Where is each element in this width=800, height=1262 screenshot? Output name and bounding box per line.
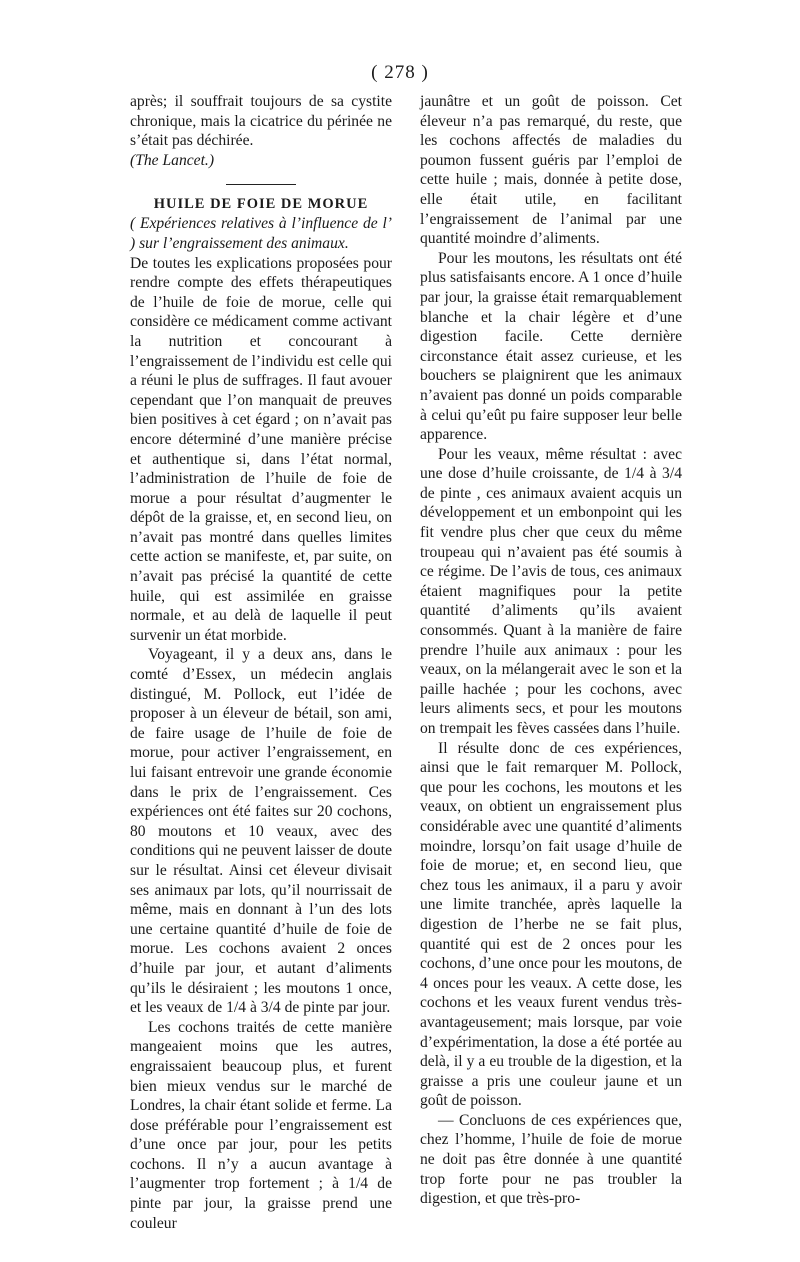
paragraph: Il résulte donc de ces expériences, ainsi que le fait remarquer M. Pollock, que pour les cochons, les moutons et les veaux, on obtient un engraissement plus considérable avec une quantité d’aliments moindre, lorsqu’on fait usage d’huile de foie de morue; et, en second lieu, que chez tous les animaux, il a paru y avoir une limite tranchée, après laquelle la digestion de l’herbe ne se fait plus, quantité qui est de 2 onces pour les cochons, d’une once pour les moutons, de 4 onces pour les veaux. A cette dose, les cochons et les veaux furent vendus très-avantageusement; mais lorsque, par voie d’expérimentation, la dose a été portée au delà, il y a eu trouble de la digestion, et la graisse a pris une couleur jaune et un goût de poisson. xyxy=(420,739,682,1110)
paragraph: Pour les moutons, les résultats ont été plus satisfaisants encore. A 1 once d’huile par jour, la graisse était remarquablement blanche et la chair légère et d’une digestion facile. Cette dernière circonstance était assez curieuse, et les bouchers se plaignirent que les animaux n’avaient pas donné un poids comparable à celui qu’eût pu faire supposer leur belle apparence. xyxy=(420,249,682,444)
article-title: HUILE DE FOIE DE MORUE xyxy=(153,196,369,213)
article-subtitle: ( Expériences relatives à l’influence de l’ ) sur l’engraissement des animaux. xyxy=(130,215,392,252)
intro-text: après; il souffrait toujours de sa cystite chronique, mais la cicatrice du périnée ne s’était pas déchirée. xyxy=(130,93,392,150)
page-number: ( 278 ) xyxy=(371,62,429,83)
paragraph: Pour les veaux, même résultat : avec une dose d’huile croissante, de 1/4 à 3/4 de pinte , ces animaux avaient acquis un développement et un embonpoint qui les fit vendre plus cher que ceux du même troupeau qui n’avaient pas été soumis à ce régime. De l’avis de tous, ces animaux étaient magnifiques pour la petite quantité d’aliments qu’ils avaient consommés. Quant à la manière de faire prendre l’huile aux animaux : pour les veaux, on la mélangerait avec le son et la paille hachée ; pour les cochons, avec leurs aliments secs, et pour les moutons on trempait les fèves cassées dans l’huile. xyxy=(420,445,682,737)
right-column xyxy=(420,92,682,1209)
paragraph: Voyageant, il y a deux ans, dans le comté d’Essex, un médecin anglais distingué, M. Pollock, eut l’idée de proposer à un éleveur de bétail, son ami, de faire usage de l’huile de foie de morue, pour activer l’engraissement, en lui faisant entrevoir une grande économie dans le prix de l’engraissement. Ces expériences ont été faites sur 20 cochons, 80 moutons et 10 veaux, avec des conditions qui ne peuvent laisser de doute sur le résultat. Ainsi cet éleveur divisait ses animaux par lots, qu’il nourrissait de même, mais en donnant à l’un des lots une certaine quantité d’huile de foie de morue. Les cochons avaient 2 onces d’huile par jour, et autant d’aliments qu’ils le désiraient ; les moutons 1 once, et les veaux de 1/4 à 3/4 de pinte par jour. xyxy=(130,646,392,1017)
paragraph: Les cochons traités de cette manière mangeaient moins que les autres, engraissaient beaucoup plus, et furent bien mieux vendus sur le marché de Londres, la chair étant solide et ferme. La dose préférable pour l’engraissement est d’une once par jour, pour les petits cochons. Il n’y a aucun avantage à l’augmenter trop fortement ; à 1/4 de pinte par jour, la graisse prend une couleur xyxy=(130,1018,392,1232)
paragraph: jaunâtre et un goût de poisson. Cet éleveur n’a pas remarqué, du reste, que les cochons affectés de maladies du poumon fussent guéris par l’emploi de cette huile ; mais, donnée à petite dose, elle était utile, en facilitant l’engraissement de l’animal par une quantité moindre d’aliments. xyxy=(420,93,682,248)
intro-source: (The Lancet.) xyxy=(130,151,215,169)
paragraph: De toutes les explications proposées pour rendre compte des effets thérapeutiques de l’huile de foie de morue, celle qui considère ce médicament comme activant la nutrition et concourant à l’engraissement de l’individu est celle qui a réuni le plus de suffrages. Il faut avouer cependant que l’on manquait de preuves bien positives à cet égard ; on n’avait pas encore déterminé d’une manière précise et authentique si, dans l’état normal, l’administration de l’huile de foie de morue a pour résultat d’augmenter le dépôt de la graisse, et, en second lieu, on n’avait pas montré dans quelles limites cette action se manifeste, et, par suite, on n’avait pas précisé la quantité de cette huile, qui est assimilée en graisse normale, et au delà de laquelle il peut survenir un état morbide. xyxy=(130,254,392,644)
left-column xyxy=(130,92,392,1233)
section-divider xyxy=(226,184,296,185)
paragraph: — Concluons de ces expériences que, chez l’homme, l’huile de foie de morue ne doit pas être donnée à une quantité trop forte pour ne pas troubler la digestion, et que très-pro- xyxy=(420,1111,682,1208)
